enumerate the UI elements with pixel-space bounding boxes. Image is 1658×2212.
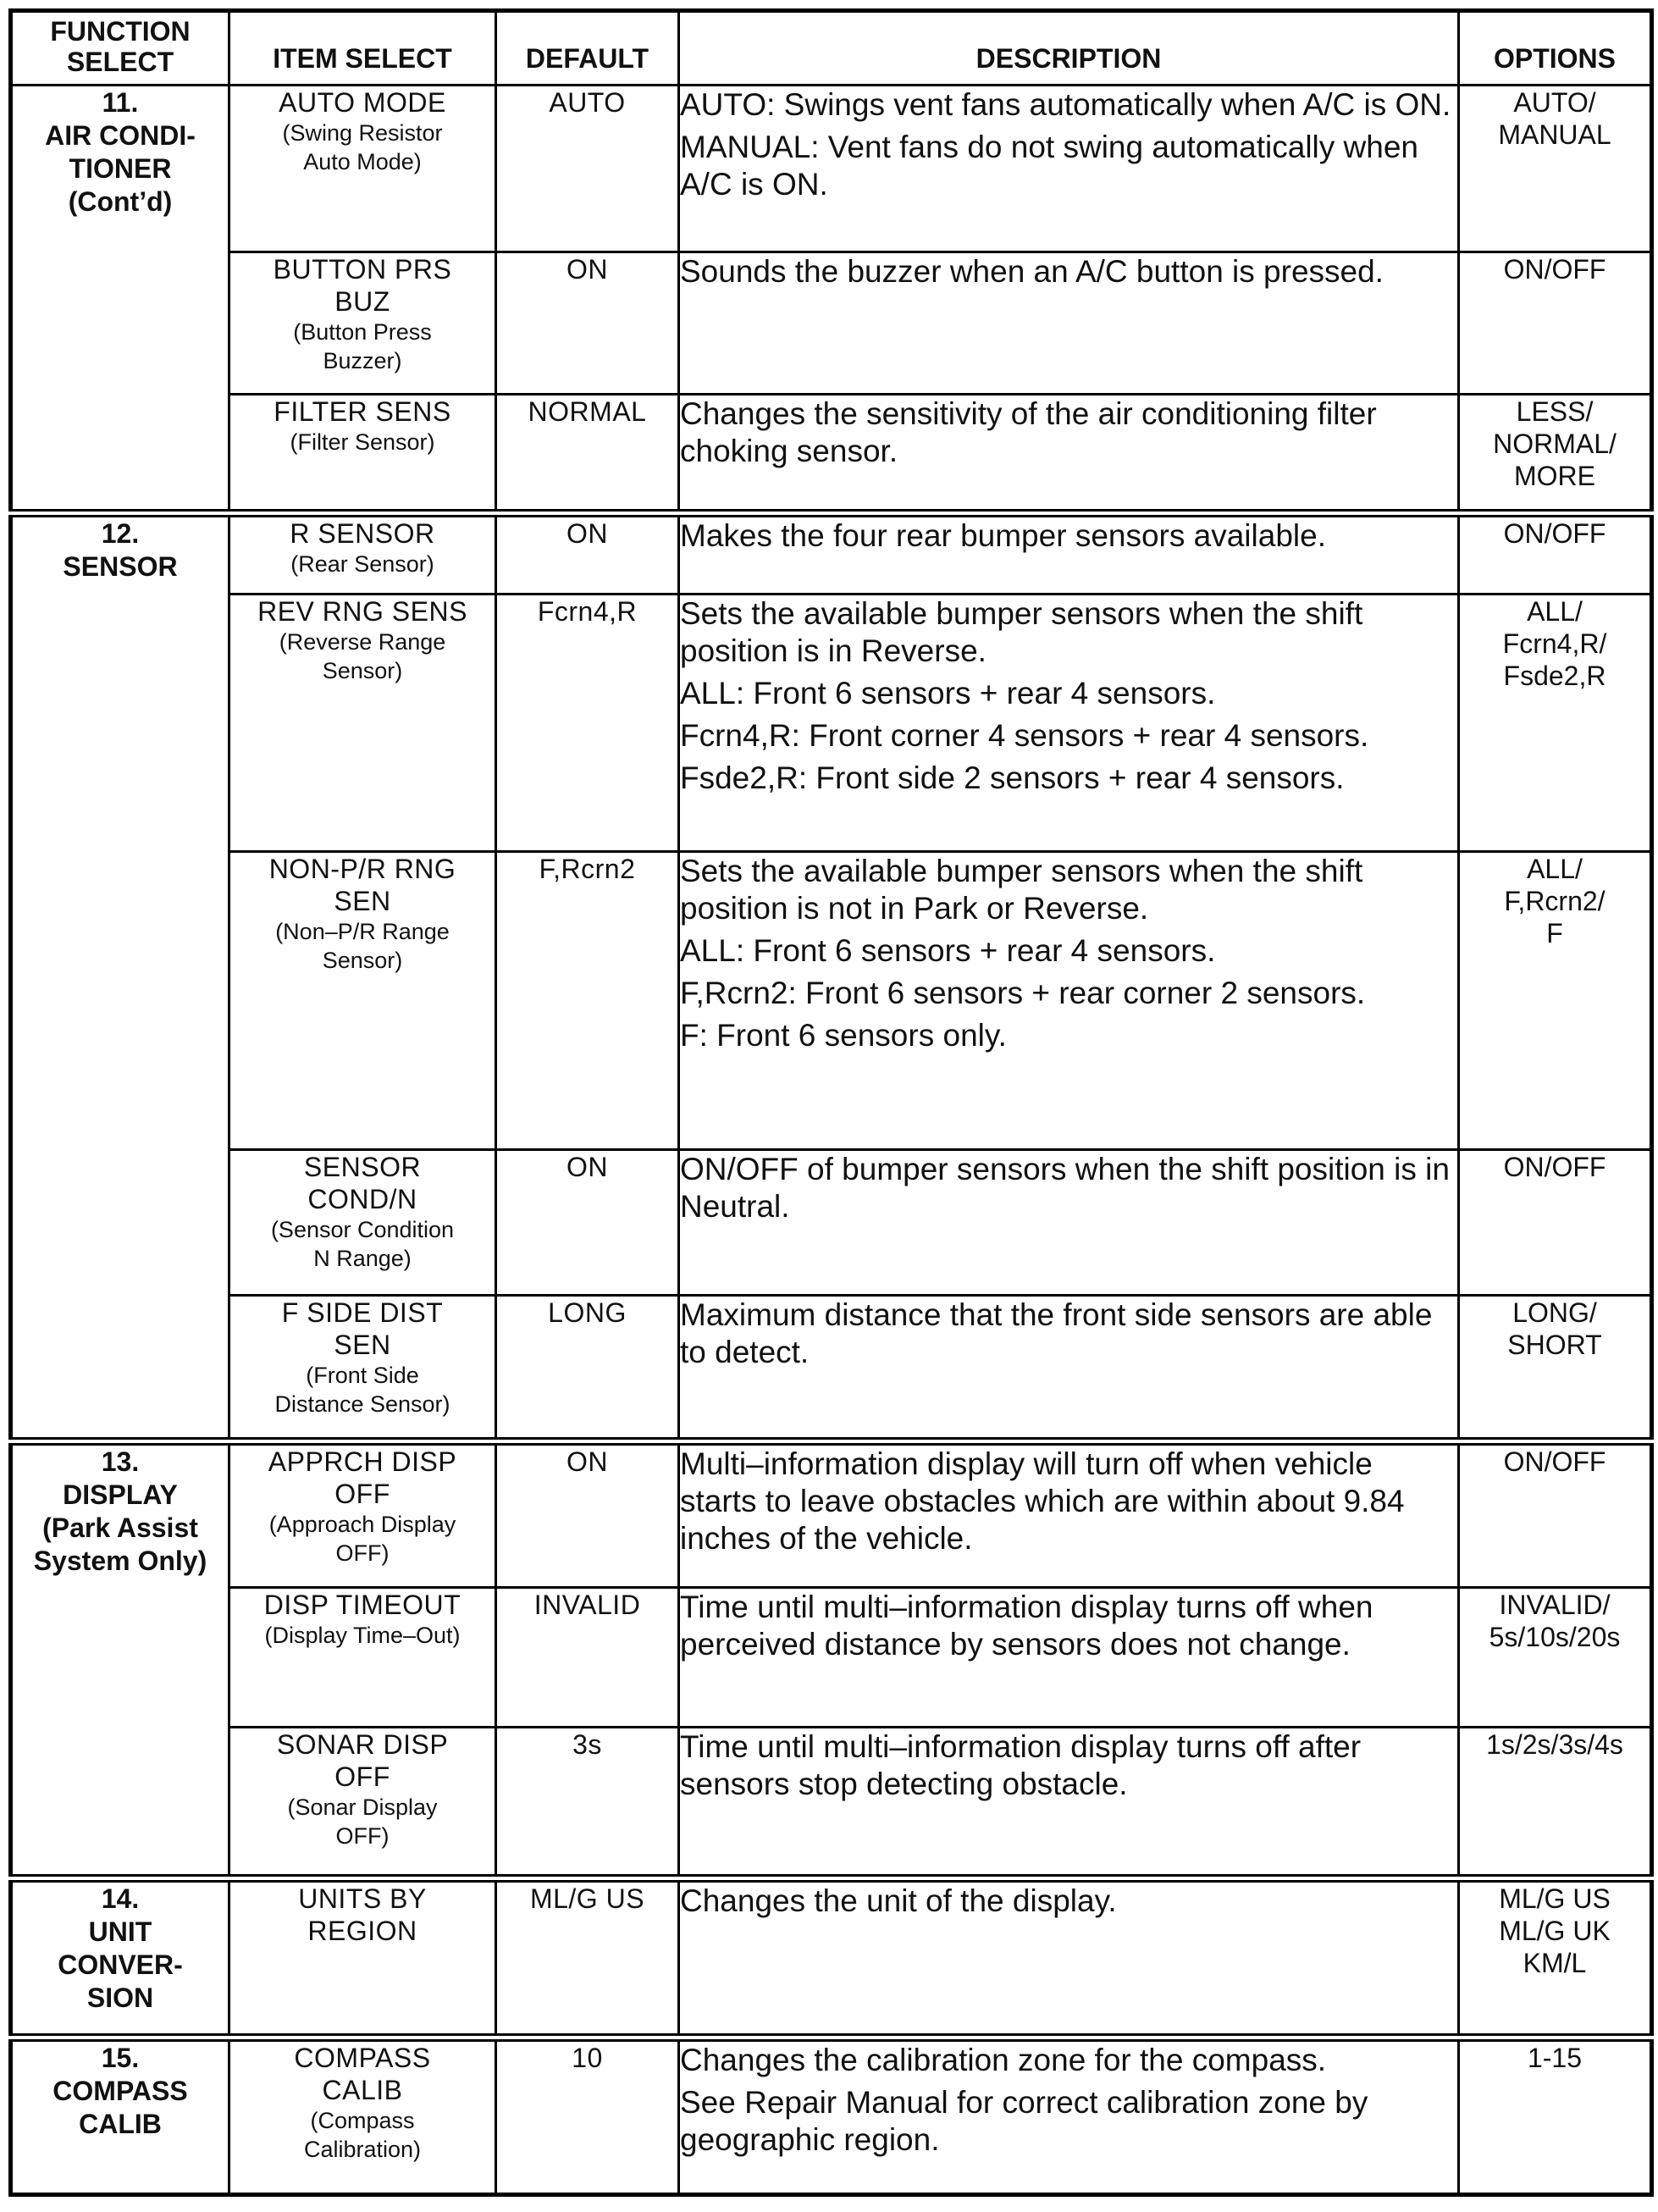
default-value-cell: AUTO xyxy=(496,86,679,252)
options-cell: LONG/ SHORT xyxy=(1459,1296,1652,1441)
description-cell xyxy=(679,1441,1459,1588)
item-name: NON-P/R RNG SEN xyxy=(268,854,456,916)
item-select-cell xyxy=(229,1150,496,1296)
options-cell: 1s/2s/3s/4s xyxy=(1459,1728,1652,1878)
description-paragraph: ALL: Front 6 sensors + rear 4 sensors. xyxy=(680,676,1216,711)
options-cell: ON/OFF xyxy=(1459,1150,1652,1296)
default-value-cell: ON xyxy=(496,513,679,594)
description-paragraph: Time until multi–information display turns off after sensors stop detecting obstacle. xyxy=(680,1729,1362,1801)
item-select-cell xyxy=(229,2038,496,2195)
item-select-cell xyxy=(229,86,496,252)
item-name: R SENSOR xyxy=(290,517,435,549)
function-select-cell: 13. DISPLAY (Park Assist System Only) xyxy=(11,1441,229,1878)
description-cell xyxy=(679,252,1459,395)
settings-table-page xyxy=(8,8,1650,2197)
item-full-name: (Sensor Condition N Range) xyxy=(270,1217,455,1271)
item-name: REV RNG SENS xyxy=(257,596,467,627)
item-name: FILTER SENS xyxy=(274,396,451,427)
description-paragraph: Multi–information display will turn off when vehicle starts to leave obstacles which are within about 9.84 inches of the vehicle. xyxy=(680,1446,1405,1556)
table-row xyxy=(11,1150,1652,1296)
default-value-cell: 3s xyxy=(496,1728,679,1878)
default-value-cell: ON xyxy=(496,1150,679,1296)
description-paragraph: Changes the calibration zone for the compass. xyxy=(680,2042,1327,2077)
item-select-cell xyxy=(229,1878,496,2038)
description-paragraph: Time until multi–information display turns off when perceived distance by sensors does not change. xyxy=(680,1590,1373,1662)
header-options: OPTIONS xyxy=(1459,11,1652,86)
description-cell xyxy=(679,852,1459,1150)
description-paragraph: F,Rcrn2: Front 6 sensors + rear corner 2 sensors. xyxy=(680,976,1366,1010)
function-select-cell: 15. COMPASS CALIB xyxy=(11,2038,229,2195)
item-full-name: (Button Press Buzzer) xyxy=(293,319,432,373)
item-select-cell xyxy=(229,395,496,513)
item-select-cell xyxy=(229,1728,496,1878)
item-full-name: (Sonar Display OFF) xyxy=(287,1794,438,1849)
description-cell xyxy=(679,2038,1459,2195)
description-paragraph: See Repair Manual for correct calibration zone by geographic region. xyxy=(680,2084,1368,2157)
description-cell xyxy=(679,1878,1459,2038)
table-row xyxy=(11,513,1652,594)
options-cell: INVALID/ 5s/10s/20s xyxy=(1459,1588,1652,1728)
item-full-name: (Swing Resistor Auto Mode) xyxy=(282,120,443,174)
item-select-cell xyxy=(229,1588,496,1728)
table-row xyxy=(11,1296,1652,1441)
function-select-cell: 12. SENSOR xyxy=(11,513,229,1441)
description-paragraph: Sets the available bumper sensors when the shift position is not in Park or Reverse. xyxy=(680,854,1363,926)
default-value-cell: ML/G US xyxy=(496,1878,679,2038)
description-cell xyxy=(679,86,1459,252)
options-cell: ALL/ Fcrn4,R/ Fsde2,R xyxy=(1459,594,1652,852)
item-full-name: (Rear Sensor) xyxy=(290,550,434,577)
description-paragraph: F: Front 6 sensors only. xyxy=(680,1018,1007,1053)
description-cell xyxy=(679,395,1459,513)
description-paragraph: Fcrn4,R: Front corner 4 sensors + rear 4 sensors. xyxy=(680,718,1369,753)
item-name: COMPASS CALIB xyxy=(294,2042,431,2105)
table-body xyxy=(11,86,1652,2195)
table-row xyxy=(11,1878,1652,2038)
description-paragraph: Sounds the buzzer when an A/C button is pressed. xyxy=(680,254,1384,289)
options-cell: ML/G US ML/G UK KM/L xyxy=(1459,1878,1652,2038)
description-paragraph: ALL: Front 6 sensors + rear 4 sensors. xyxy=(680,933,1216,968)
item-name: APPRCH DISP OFF xyxy=(268,1446,457,1509)
options-cell: ON/OFF xyxy=(1459,252,1652,395)
item-name: BUTTON PRS BUZ xyxy=(273,254,452,317)
description-cell xyxy=(679,1728,1459,1878)
description-paragraph: Changes the sensitivity of the air conditioning filter choking sensor. xyxy=(680,396,1377,468)
default-value-cell: LONG xyxy=(496,1296,679,1441)
item-full-name: (Display Time–Out) xyxy=(264,1623,461,1648)
options-cell: LESS/ NORMAL/ MORE xyxy=(1459,395,1652,513)
item-name: F SIDE DIST SEN xyxy=(281,1297,444,1360)
header-function-select: FUNCTION SELECT xyxy=(11,11,229,86)
options-cell: 1-15 xyxy=(1459,2038,1652,2195)
description-paragraph: Makes the four rear bumper sensors available. xyxy=(680,517,1326,553)
item-full-name: (Non–P/R Range Sensor) xyxy=(275,919,450,973)
item-select-cell xyxy=(229,1296,496,1441)
description-cell xyxy=(679,1588,1459,1728)
table-row xyxy=(11,1728,1652,1878)
description-cell xyxy=(679,594,1459,852)
item-select-cell xyxy=(229,1441,496,1588)
table-row xyxy=(11,395,1652,513)
description-paragraph: ON/OFF of bumper sensors when the shift position is in Neutral. xyxy=(680,1152,1450,1224)
default-value-cell: F,Rcrn2 xyxy=(496,852,679,1150)
default-value-cell: 10 xyxy=(496,2038,679,2195)
options-cell: ALL/ F,Rcrn2/ F xyxy=(1459,852,1652,1150)
description-paragraph: Sets the available bumper sensors when the shift position is in Reverse. xyxy=(680,596,1363,668)
header-description: DESCRIPTION xyxy=(679,11,1459,86)
default-value-cell: ON xyxy=(496,1441,679,1588)
item-select-cell xyxy=(229,852,496,1150)
description-cell xyxy=(679,1296,1459,1441)
table-row xyxy=(11,252,1652,395)
header-item-select: ITEM SELECT xyxy=(229,11,496,86)
options-cell: ON/OFF xyxy=(1459,513,1652,594)
description-cell xyxy=(679,513,1459,594)
description-cell xyxy=(679,1150,1459,1296)
table-row xyxy=(11,2038,1652,2195)
description-paragraph: MANUAL: Vent fans do not swing automatically when A/C is ON. xyxy=(680,130,1419,202)
default-value-cell: Fcrn4,R xyxy=(496,594,679,852)
table-row xyxy=(11,1441,1652,1588)
default-value-cell: INVALID xyxy=(496,1588,679,1728)
options-cell: ON/OFF xyxy=(1459,1441,1652,1588)
item-full-name: (Front Side Distance Sensor) xyxy=(274,1363,450,1417)
table-row xyxy=(11,852,1652,1150)
item-full-name: (Compass Calibration) xyxy=(303,2107,422,2162)
function-select-cell: 11. AIR CONDI- TIONER (Cont’d) xyxy=(11,86,229,513)
description-paragraph: Changes the unit of the display. xyxy=(680,1883,1117,1918)
default-value-cell: NORMAL xyxy=(496,395,679,513)
default-value-cell: ON xyxy=(496,252,679,395)
table-row xyxy=(11,1588,1652,1728)
description-paragraph: Maximum distance that the front side sensors are able to detect. xyxy=(680,1297,1433,1369)
table-row xyxy=(11,86,1652,252)
item-select-cell xyxy=(229,594,496,852)
header-default: DEFAULT xyxy=(496,11,679,86)
item-name: AUTO MODE xyxy=(279,87,446,118)
item-name: UNITS BY REGION xyxy=(298,1883,427,1946)
item-name: SONAR DISP OFF xyxy=(276,1729,449,1792)
header-row xyxy=(11,11,1652,86)
item-name: SENSOR COND/N xyxy=(303,1152,422,1214)
description-paragraph: AUTO: Swings vent fans automatically when A/C is ON. xyxy=(680,87,1451,122)
function-select-cell: 14. UNIT CONVER- SION xyxy=(11,1878,229,2038)
customization-table xyxy=(8,8,1654,2197)
item-full-name: (Filter Sensor) xyxy=(290,429,435,455)
item-select-cell xyxy=(229,252,496,395)
item-full-name: (Reverse Range Sensor) xyxy=(279,629,446,683)
options-cell: AUTO/ MANUAL xyxy=(1459,86,1652,252)
item-name: DISP TIMEOUT xyxy=(263,1590,461,1620)
item-full-name: (Approach Display OFF) xyxy=(268,1511,456,1566)
item-select-cell xyxy=(229,513,496,594)
description-paragraph: Fsde2,R: Front side 2 sensors + rear 4 sensors. xyxy=(680,760,1345,795)
table-row xyxy=(11,594,1652,852)
